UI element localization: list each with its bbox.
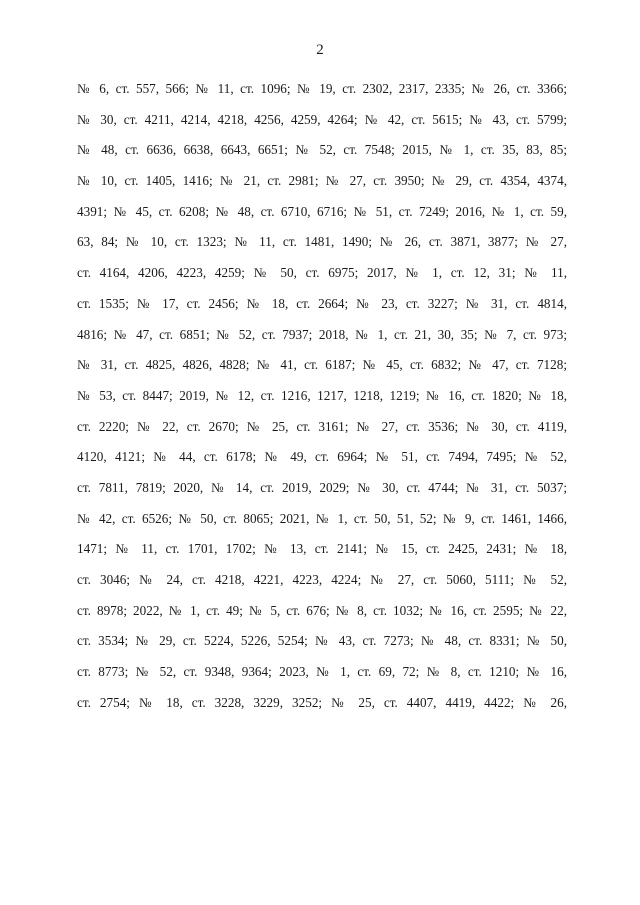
text-line: № 42, ст. 6526; № 50, ст. 8065; 2021, № 1, ст. 50, 51, 52; № 9, ст. 1461, 1466, — [77, 510, 567, 526]
text-line: № 31, ст. 4825, 4826, 4828; № 41, ст. 6187; № 45, ст. 6832; № 47, ст. 7128; — [77, 357, 567, 373]
text-line: 4391; № 45, ст. 6208; № 48, ст. 6710, 6716; № 51, ст. 7249; 2016, № 1, ст. 59, — [77, 203, 567, 219]
page-number: 2 — [316, 42, 324, 58]
text-line: ст. 8773; № 52, ст. 9348, 9364; 2023, № 1, ст. 69, 72; № 8, ст. 1210; № 16, — [77, 664, 567, 680]
text-line: ст. 2220; № 22, ст. 2670; № 25, ст. 3161; № 27, ст. 3536; № 30, ст. 4119, — [77, 418, 567, 434]
text-line: ст. 2754; № 18, ст. 3228, 3229, 3252; № 25, ст. 4407, 4419, 4422; № 26, — [77, 694, 567, 710]
text-line: ст. 3046; № 24, ст. 4218, 4221, 4223, 4224; № 27, ст. 5060, 5111; № 52, — [77, 572, 567, 587]
text-line: № 30, ст. 4211, 4214, 4218, 4256, 4259, 4264; № 42, ст. 5615; № 43, ст. 5799; — [77, 111, 567, 127]
text-line: ст. 1535; № 17, ст. 2456; № 18, ст. 2664; № 23, ст. 3227; № 31, ст. 4814, — [77, 295, 567, 311]
text-line: ст. 4164, 4206, 4223, 4259; № 50, ст. 6975; 2017, № 1, ст. 12, 31; № 11, — [77, 265, 567, 281]
text-line: ст. 8978; 2022, № 1, ст. 49; № 5, ст. 676; № 8, ст. 1032; № 16, ст. 2595; № 22, — [77, 602, 567, 618]
text-line: № 48, ст. 6636, 6638, 6643, 6651; № 52, ст. 7548; 2015, № 1, ст. 35, 83, 85; — [77, 142, 567, 158]
text-line: 4816; № 47, ст. 6851; № 52, ст. 7937; 2018, № 1, ст. 21, 30, 35; № 7, ст. 973; — [77, 326, 567, 342]
text-line: 63, 84; № 10, ст. 1323; № 11, ст. 1481, 1490; № 26, ст. 3871, 3877; № 27, — [77, 234, 567, 250]
text-line: ст. 7811, 7819; 2020, № 14, ст. 2019, 2029; № 30, ст. 4744; № 31, ст. 5037; — [77, 479, 567, 495]
text-line: № 10, ст. 1405, 1416; № 21, ст. 2981; № 27, ст. 3950; № 29, ст. 4354, 4374, — [77, 173, 567, 189]
text-line: ст. 3534; № 29, ст. 5224, 5226, 5254; № 43, ст. 7273; № 48, ст. 8331; № 50, — [77, 633, 567, 649]
body-text — [77, 78, 567, 722]
text-line: № 53, ст. 8447; 2019, № 12, ст. 1216, 1217, 1218, 1219; № 16, ст. 1820; № 18, — [77, 387, 567, 403]
text-line: 4120, 4121; № 44, ст. 6178; № 49, ст. 6964; № 51, ст. 7494, 7495; № 52, — [77, 449, 567, 465]
text-line: 1471; № 11, ст. 1701, 1702; № 13, ст. 2141; № 15, ст. 2425, 2431; № 18, — [77, 541, 567, 557]
text-line: № 6, ст. 557, 566; № 11, ст. 1096; № 19, ст. 2302, 2317, 2335; № 26, ст. 3366; — [77, 81, 567, 96]
